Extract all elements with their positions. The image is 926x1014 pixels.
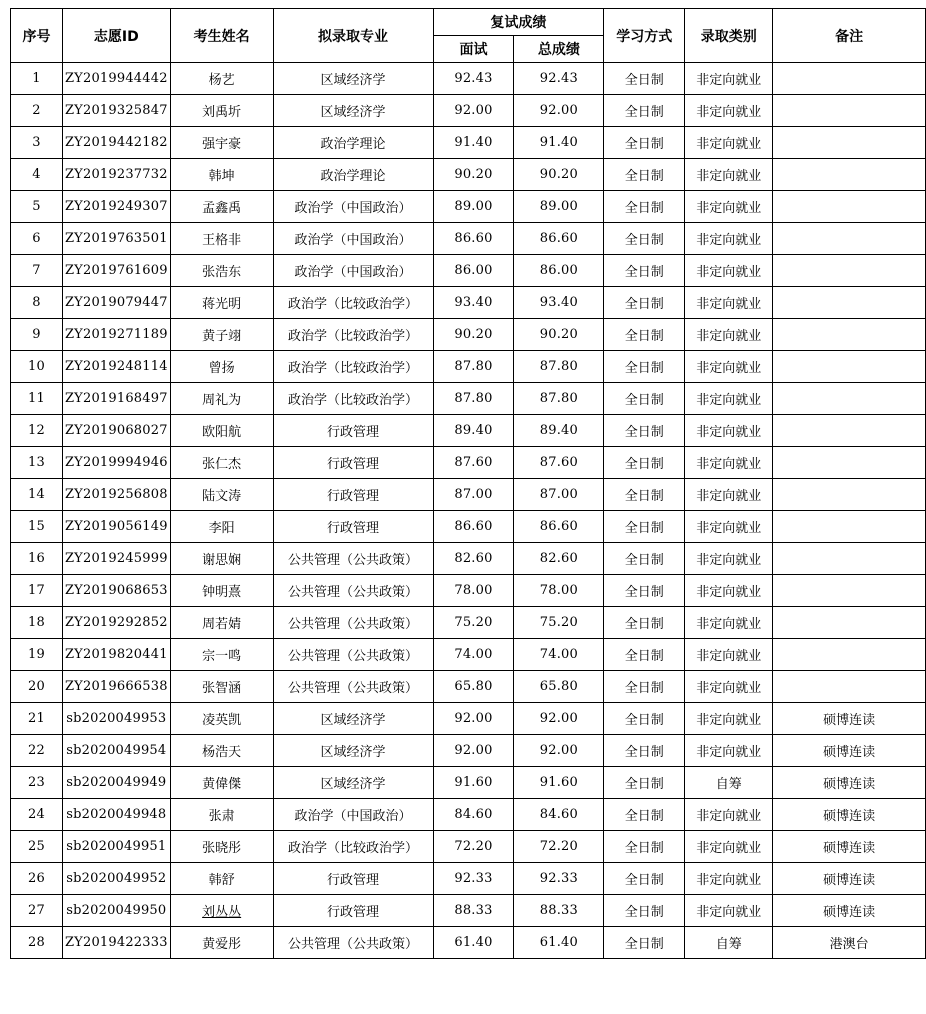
cell-remark (773, 543, 926, 575)
cell-total: 86.60 (514, 223, 604, 255)
cell-name: 蒋光明 (170, 287, 273, 319)
cell-name: 刘禹圻 (170, 95, 273, 127)
cell-remark (773, 383, 926, 415)
cell-interview: 74.00 (433, 639, 514, 671)
cell-name: 黄子翊 (170, 319, 273, 351)
header-major: 拟录取专业 (273, 9, 433, 63)
cell-admission-type: 非定向就业 (685, 447, 773, 479)
cell-total: 92.00 (514, 703, 604, 735)
cell-no: 20 (11, 671, 63, 703)
cell-study-mode: 全日制 (604, 63, 685, 95)
cell-admission-type: 非定向就业 (685, 671, 773, 703)
cell-study-mode: 全日制 (604, 575, 685, 607)
cell-id: ZY2019068027 (62, 415, 170, 447)
cell-total: 91.60 (514, 767, 604, 799)
cell-interview: 86.60 (433, 223, 514, 255)
cell-no: 9 (11, 319, 63, 351)
cell-study-mode: 全日制 (604, 255, 685, 287)
table-row (11, 287, 926, 319)
cell-name: 张肃 (170, 799, 273, 831)
cell-id: ZY2019442182 (62, 127, 170, 159)
cell-major: 政治学（比较政治学） (273, 831, 433, 863)
cell-total: 84.60 (514, 799, 604, 831)
cell-total: 92.00 (514, 735, 604, 767)
cell-name: 黄偉傑 (170, 767, 273, 799)
cell-remark: 硕博连读 (773, 831, 926, 863)
cell-interview: 89.40 (433, 415, 514, 447)
cell-major: 区域经济学 (273, 95, 433, 127)
cell-admission-type: 非定向就业 (685, 863, 773, 895)
cell-interview: 86.00 (433, 255, 514, 287)
cell-total: 92.00 (514, 95, 604, 127)
cell-admission-type: 自筹 (685, 767, 773, 799)
header-total: 总成绩 (514, 36, 604, 63)
cell-admission-type: 非定向就业 (685, 191, 773, 223)
cell-interview: 91.40 (433, 127, 514, 159)
cell-major: 行政管理 (273, 895, 433, 927)
table-row (11, 255, 926, 287)
cell-remark (773, 63, 926, 95)
table-row (11, 63, 926, 95)
cell-remark: 硕博连读 (773, 863, 926, 895)
cell-admission-type: 自筹 (685, 927, 773, 959)
cell-no: 10 (11, 351, 63, 383)
cell-admission-type: 非定向就业 (685, 607, 773, 639)
cell-remark (773, 447, 926, 479)
cell-major: 行政管理 (273, 511, 433, 543)
cell-interview: 87.60 (433, 447, 514, 479)
table-row (11, 511, 926, 543)
cell-study-mode: 全日制 (604, 479, 685, 511)
cell-admission-type: 非定向就业 (685, 95, 773, 127)
cell-id: ZY2019761609 (62, 255, 170, 287)
cell-admission-type: 非定向就业 (685, 799, 773, 831)
cell-total: 87.80 (514, 351, 604, 383)
cell-remark (773, 191, 926, 223)
cell-interview: 61.40 (433, 927, 514, 959)
cell-name: 李阳 (170, 511, 273, 543)
cell-no: 12 (11, 415, 63, 447)
cell-no: 23 (11, 767, 63, 799)
cell-interview: 92.43 (433, 63, 514, 95)
table-row (11, 735, 926, 767)
cell-no: 2 (11, 95, 63, 127)
cell-remark: 港澳台 (773, 927, 926, 959)
cell-id: ZY2019944442 (62, 63, 170, 95)
cell-name: 宗一鸣 (170, 639, 273, 671)
cell-id: sb2020049952 (62, 863, 170, 895)
cell-total: 86.60 (514, 511, 604, 543)
cell-remark: 硕博连读 (773, 703, 926, 735)
cell-study-mode: 全日制 (604, 735, 685, 767)
cell-no: 25 (11, 831, 63, 863)
cell-major: 公共管理（公共政策） (273, 639, 433, 671)
cell-interview: 78.00 (433, 575, 514, 607)
cell-id: ZY2019422333 (62, 927, 170, 959)
cell-no: 21 (11, 703, 63, 735)
header-id: 志愿ID (62, 9, 170, 63)
cell-admission-type: 非定向就业 (685, 639, 773, 671)
cell-id: ZY2019237732 (62, 159, 170, 191)
cell-study-mode: 全日制 (604, 767, 685, 799)
cell-admission-type: 非定向就业 (685, 511, 773, 543)
cell-no: 18 (11, 607, 63, 639)
cell-major: 公共管理（公共政策） (273, 543, 433, 575)
cell-study-mode: 全日制 (604, 191, 685, 223)
cell-total: 72.20 (514, 831, 604, 863)
cell-major: 区域经济学 (273, 63, 433, 95)
cell-total: 65.80 (514, 671, 604, 703)
cell-name: 周礼为 (170, 383, 273, 415)
cell-study-mode: 全日制 (604, 159, 685, 191)
table-row (11, 607, 926, 639)
table-row (11, 671, 926, 703)
cell-interview: 82.60 (433, 543, 514, 575)
cell-total: 74.00 (514, 639, 604, 671)
cell-id: sb2020049953 (62, 703, 170, 735)
cell-remark: 硕博连读 (773, 735, 926, 767)
cell-total: 90.20 (514, 319, 604, 351)
table-row (11, 639, 926, 671)
cell-no: 28 (11, 927, 63, 959)
cell-total: 92.43 (514, 63, 604, 95)
cell-remark (773, 511, 926, 543)
cell-name: 韩坤 (170, 159, 273, 191)
cell-study-mode: 全日制 (604, 415, 685, 447)
cell-no: 8 (11, 287, 63, 319)
cell-study-mode: 全日制 (604, 639, 685, 671)
cell-total: 61.40 (514, 927, 604, 959)
cell-total: 92.33 (514, 863, 604, 895)
cell-admission-type: 非定向就业 (685, 543, 773, 575)
cell-major: 行政管理 (273, 479, 433, 511)
table-row (11, 927, 926, 959)
table-row (11, 223, 926, 255)
cell-no: 7 (11, 255, 63, 287)
table-row (11, 863, 926, 895)
cell-major: 政治学（中国政治） (273, 223, 433, 255)
cell-study-mode: 全日制 (604, 127, 685, 159)
cell-major: 政治学理论 (273, 159, 433, 191)
cell-admission-type: 非定向就业 (685, 831, 773, 863)
cell-major: 区域经济学 (273, 703, 433, 735)
cell-id: ZY2019325847 (62, 95, 170, 127)
cell-admission-type: 非定向就业 (685, 575, 773, 607)
table-row (11, 191, 926, 223)
cell-remark (773, 287, 926, 319)
cell-interview: 86.60 (433, 511, 514, 543)
cell-interview: 93.40 (433, 287, 514, 319)
cell-study-mode: 全日制 (604, 223, 685, 255)
cell-name: 钟明熹 (170, 575, 273, 607)
cell-major: 区域经济学 (273, 735, 433, 767)
cell-major: 政治学（比较政治学） (273, 351, 433, 383)
cell-no: 5 (11, 191, 63, 223)
cell-name: 刘丛丛 (170, 895, 273, 927)
cell-no: 14 (11, 479, 63, 511)
cell-id: ZY2019245999 (62, 543, 170, 575)
cell-major: 行政管理 (273, 863, 433, 895)
cell-id: sb2020049948 (62, 799, 170, 831)
cell-admission-type: 非定向就业 (685, 319, 773, 351)
cell-id: ZY2019168497 (62, 383, 170, 415)
cell-id: ZY2019249307 (62, 191, 170, 223)
table-row (11, 799, 926, 831)
header-name: 考生姓名 (170, 9, 273, 63)
header-interview: 面试 (433, 36, 514, 63)
cell-major: 行政管理 (273, 415, 433, 447)
cell-admission-type: 非定向就业 (685, 159, 773, 191)
cell-interview: 92.00 (433, 95, 514, 127)
cell-interview: 87.80 (433, 383, 514, 415)
cell-id: ZY2019763501 (62, 223, 170, 255)
cell-total: 91.40 (514, 127, 604, 159)
cell-major: 政治学（比较政治学） (273, 319, 433, 351)
table-header (11, 9, 926, 63)
cell-admission-type: 非定向就业 (685, 703, 773, 735)
cell-total: 93.40 (514, 287, 604, 319)
header-study-mode: 学习方式 (604, 9, 685, 63)
header-retest-group: 复试成绩 (433, 9, 604, 36)
cell-remark: 硕博连读 (773, 799, 926, 831)
cell-no: 27 (11, 895, 63, 927)
cell-total: 75.20 (514, 607, 604, 639)
cell-study-mode: 全日制 (604, 319, 685, 351)
cell-study-mode: 全日制 (604, 511, 685, 543)
cell-interview: 87.00 (433, 479, 514, 511)
cell-name: 杨浩天 (170, 735, 273, 767)
cell-study-mode: 全日制 (604, 383, 685, 415)
cell-interview: 65.80 (433, 671, 514, 703)
cell-remark (773, 351, 926, 383)
cell-admission-type: 非定向就业 (685, 127, 773, 159)
table-row (11, 159, 926, 191)
cell-remark (773, 127, 926, 159)
cell-name: 张智涵 (170, 671, 273, 703)
cell-interview: 75.20 (433, 607, 514, 639)
cell-admission-type: 非定向就业 (685, 895, 773, 927)
cell-id: ZY2019248114 (62, 351, 170, 383)
table-row (11, 319, 926, 351)
cell-remark: 硕博连读 (773, 767, 926, 799)
cell-study-mode: 全日制 (604, 831, 685, 863)
table-row (11, 767, 926, 799)
table-row (11, 383, 926, 415)
cell-study-mode: 全日制 (604, 895, 685, 927)
cell-no: 24 (11, 799, 63, 831)
cell-study-mode: 全日制 (604, 671, 685, 703)
cell-study-mode: 全日制 (604, 607, 685, 639)
admission-results-table (10, 8, 926, 959)
cell-id: ZY2019994946 (62, 447, 170, 479)
cell-no: 15 (11, 511, 63, 543)
cell-total: 88.33 (514, 895, 604, 927)
cell-total: 87.80 (514, 383, 604, 415)
cell-no: 6 (11, 223, 63, 255)
cell-interview: 90.20 (433, 159, 514, 191)
cell-name: 张浩东 (170, 255, 273, 287)
cell-admission-type: 非定向就业 (685, 415, 773, 447)
cell-id: ZY2019820441 (62, 639, 170, 671)
cell-interview: 89.00 (433, 191, 514, 223)
cell-study-mode: 全日制 (604, 863, 685, 895)
cell-interview: 92.00 (433, 735, 514, 767)
cell-no: 4 (11, 159, 63, 191)
cell-id: sb2020049954 (62, 735, 170, 767)
cell-admission-type: 非定向就业 (685, 351, 773, 383)
cell-name: 曾扬 (170, 351, 273, 383)
cell-no: 13 (11, 447, 63, 479)
cell-remark (773, 223, 926, 255)
cell-name: 杨艺 (170, 63, 273, 95)
cell-interview: 88.33 (433, 895, 514, 927)
cell-name: 谢思娴 (170, 543, 273, 575)
cell-id: sb2020049950 (62, 895, 170, 927)
cell-interview: 72.20 (433, 831, 514, 863)
cell-id: ZY2019292852 (62, 607, 170, 639)
cell-name: 黄爱彤 (170, 927, 273, 959)
cell-admission-type: 非定向就业 (685, 255, 773, 287)
cell-admission-type: 非定向就业 (685, 63, 773, 95)
cell-study-mode: 全日制 (604, 543, 685, 575)
cell-study-mode: 全日制 (604, 351, 685, 383)
cell-no: 22 (11, 735, 63, 767)
cell-remark (773, 575, 926, 607)
cell-remark (773, 479, 926, 511)
table-row (11, 831, 926, 863)
cell-name: 孟鑫禹 (170, 191, 273, 223)
cell-name: 张晓彤 (170, 831, 273, 863)
table-row (11, 415, 926, 447)
cell-id: ZY2019079447 (62, 287, 170, 319)
cell-study-mode: 全日制 (604, 95, 685, 127)
cell-id: ZY2019256808 (62, 479, 170, 511)
cell-total: 86.00 (514, 255, 604, 287)
cell-study-mode: 全日制 (604, 703, 685, 735)
cell-interview: 90.20 (433, 319, 514, 351)
cell-id: ZY2019271189 (62, 319, 170, 351)
header-remark: 备注 (773, 9, 926, 63)
cell-study-mode: 全日制 (604, 447, 685, 479)
cell-admission-type: 非定向就业 (685, 223, 773, 255)
cell-major: 政治学理论 (273, 127, 433, 159)
cell-name: 王格非 (170, 223, 273, 255)
cell-id: ZY2019068653 (62, 575, 170, 607)
cell-major: 行政管理 (273, 447, 433, 479)
table-row (11, 543, 926, 575)
table-row (11, 479, 926, 511)
cell-id: ZY2019666538 (62, 671, 170, 703)
cell-name: 强宇豪 (170, 127, 273, 159)
cell-remark (773, 159, 926, 191)
cell-major: 公共管理（公共政策） (273, 927, 433, 959)
cell-major: 政治学（比较政治学） (273, 287, 433, 319)
cell-major: 政治学（中国政治） (273, 799, 433, 831)
table-row (11, 127, 926, 159)
cell-study-mode: 全日制 (604, 287, 685, 319)
cell-admission-type: 非定向就业 (685, 383, 773, 415)
header-admission-type: 录取类别 (685, 9, 773, 63)
cell-no: 19 (11, 639, 63, 671)
table-row (11, 351, 926, 383)
cell-no: 1 (11, 63, 63, 95)
cell-total: 89.00 (514, 191, 604, 223)
header-no: 序号 (11, 9, 63, 63)
cell-id: sb2020049949 (62, 767, 170, 799)
table-body (11, 63, 926, 959)
cell-major: 政治学（比较政治学） (273, 383, 433, 415)
cell-major: 区域经济学 (273, 767, 433, 799)
cell-remark: 硕博连读 (773, 895, 926, 927)
cell-no: 17 (11, 575, 63, 607)
cell-name: 欧阳航 (170, 415, 273, 447)
cell-total: 89.40 (514, 415, 604, 447)
cell-no: 26 (11, 863, 63, 895)
cell-total: 78.00 (514, 575, 604, 607)
cell-admission-type: 非定向就业 (685, 735, 773, 767)
cell-major: 公共管理（公共政策） (273, 671, 433, 703)
cell-remark (773, 415, 926, 447)
cell-remark (773, 639, 926, 671)
cell-remark (773, 95, 926, 127)
cell-major: 公共管理（公共政策） (273, 607, 433, 639)
table-row (11, 575, 926, 607)
cell-id: sb2020049951 (62, 831, 170, 863)
cell-total: 87.00 (514, 479, 604, 511)
cell-major: 公共管理（公共政策） (273, 575, 433, 607)
cell-no: 3 (11, 127, 63, 159)
cell-interview: 92.00 (433, 703, 514, 735)
cell-name: 韩舒 (170, 863, 273, 895)
cell-no: 11 (11, 383, 63, 415)
table-row (11, 895, 926, 927)
cell-study-mode: 全日制 (604, 799, 685, 831)
cell-name: 张仁杰 (170, 447, 273, 479)
table-row (11, 703, 926, 735)
cell-major: 政治学（中国政治） (273, 191, 433, 223)
cell-total: 90.20 (514, 159, 604, 191)
cell-name: 周若婧 (170, 607, 273, 639)
cell-remark (773, 607, 926, 639)
cell-interview: 84.60 (433, 799, 514, 831)
cell-remark (773, 255, 926, 287)
cell-id: ZY2019056149 (62, 511, 170, 543)
cell-total: 82.60 (514, 543, 604, 575)
cell-interview: 92.33 (433, 863, 514, 895)
cell-interview: 91.60 (433, 767, 514, 799)
cell-name: 陆文涛 (170, 479, 273, 511)
table-row (11, 447, 926, 479)
cell-remark (773, 671, 926, 703)
cell-admission-type: 非定向就业 (685, 287, 773, 319)
cell-total: 87.60 (514, 447, 604, 479)
cell-study-mode: 全日制 (604, 927, 685, 959)
table-row (11, 95, 926, 127)
cell-no: 16 (11, 543, 63, 575)
cell-remark (773, 319, 926, 351)
cell-major: 政治学（中国政治） (273, 255, 433, 287)
cell-name: 凌英凯 (170, 703, 273, 735)
cell-admission-type: 非定向就业 (685, 479, 773, 511)
cell-interview: 87.80 (433, 351, 514, 383)
